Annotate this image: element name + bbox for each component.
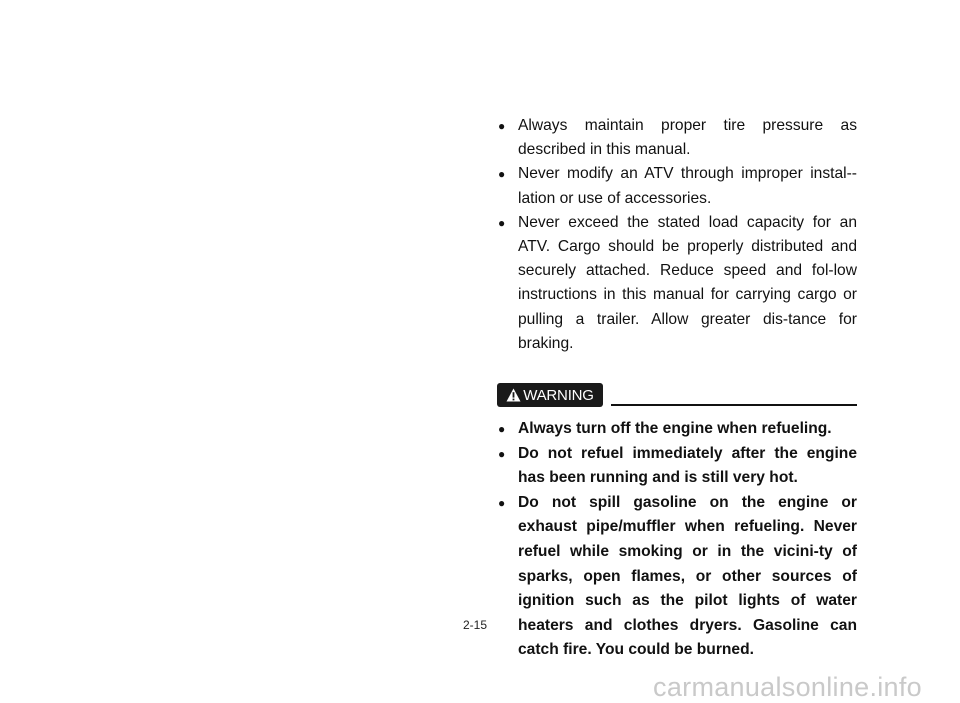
- warning-label: WARNING: [523, 386, 594, 404]
- list-item: [497, 491, 857, 663]
- list-item: [497, 211, 857, 356]
- watermark: carmanualsonline.info: [653, 672, 922, 702]
- safety-info-list: [497, 114, 857, 356]
- warning-header: [497, 383, 857, 411]
- list-item: [497, 417, 857, 442]
- list-item-text: Never modify an ATV through improper instal-lation or use of accessories.: [518, 165, 857, 207]
- warning-triangle-icon: [506, 388, 521, 402]
- bullet-icon: ●: [498, 495, 506, 510]
- bullet-icon: ●: [498, 446, 506, 461]
- manual-text-column: [497, 114, 857, 663]
- warning-list: [497, 417, 857, 663]
- list-item-text: Always turn off the engine when refueling.: [518, 420, 832, 438]
- list-item: [497, 162, 857, 210]
- bullet-icon: ●: [498, 422, 506, 437]
- list-item: [497, 442, 857, 491]
- warning-badge: [497, 383, 603, 407]
- list-item-text: Do not refuel immediately after the engine has been running and is still very hot.: [518, 444, 857, 487]
- page-number: 2-15: [463, 618, 488, 632]
- list-item-text: Always maintain proper tire pressure as described in this manual.: [518, 117, 857, 159]
- bullet-icon: ●: [498, 215, 506, 230]
- list-item: [497, 114, 857, 162]
- bullet-icon: ●: [498, 119, 506, 133]
- bullet-icon: ●: [498, 167, 506, 182]
- list-item-text: Do not spill gasoline on the engine or exhaust pipe/muffler when refueling. Never refuel while smoking or in the vicini-ty of sparks, open flames, or other sources of ignition such as the pilot lights of water heaters and clothes dryers. Gasoline can catch fire. You could be burned.: [518, 493, 857, 659]
- section-spacer: [497, 356, 857, 383]
- warning-divider: [611, 404, 857, 406]
- list-item-text: Never exceed the stated load capacity for an ATV. Cargo should be properly distributed and securely attached. Reduce speed and fol-low instructions in this manual for carrying cargo or pulling a trailer. Allow greater dis-tance for braking.: [518, 213, 857, 352]
